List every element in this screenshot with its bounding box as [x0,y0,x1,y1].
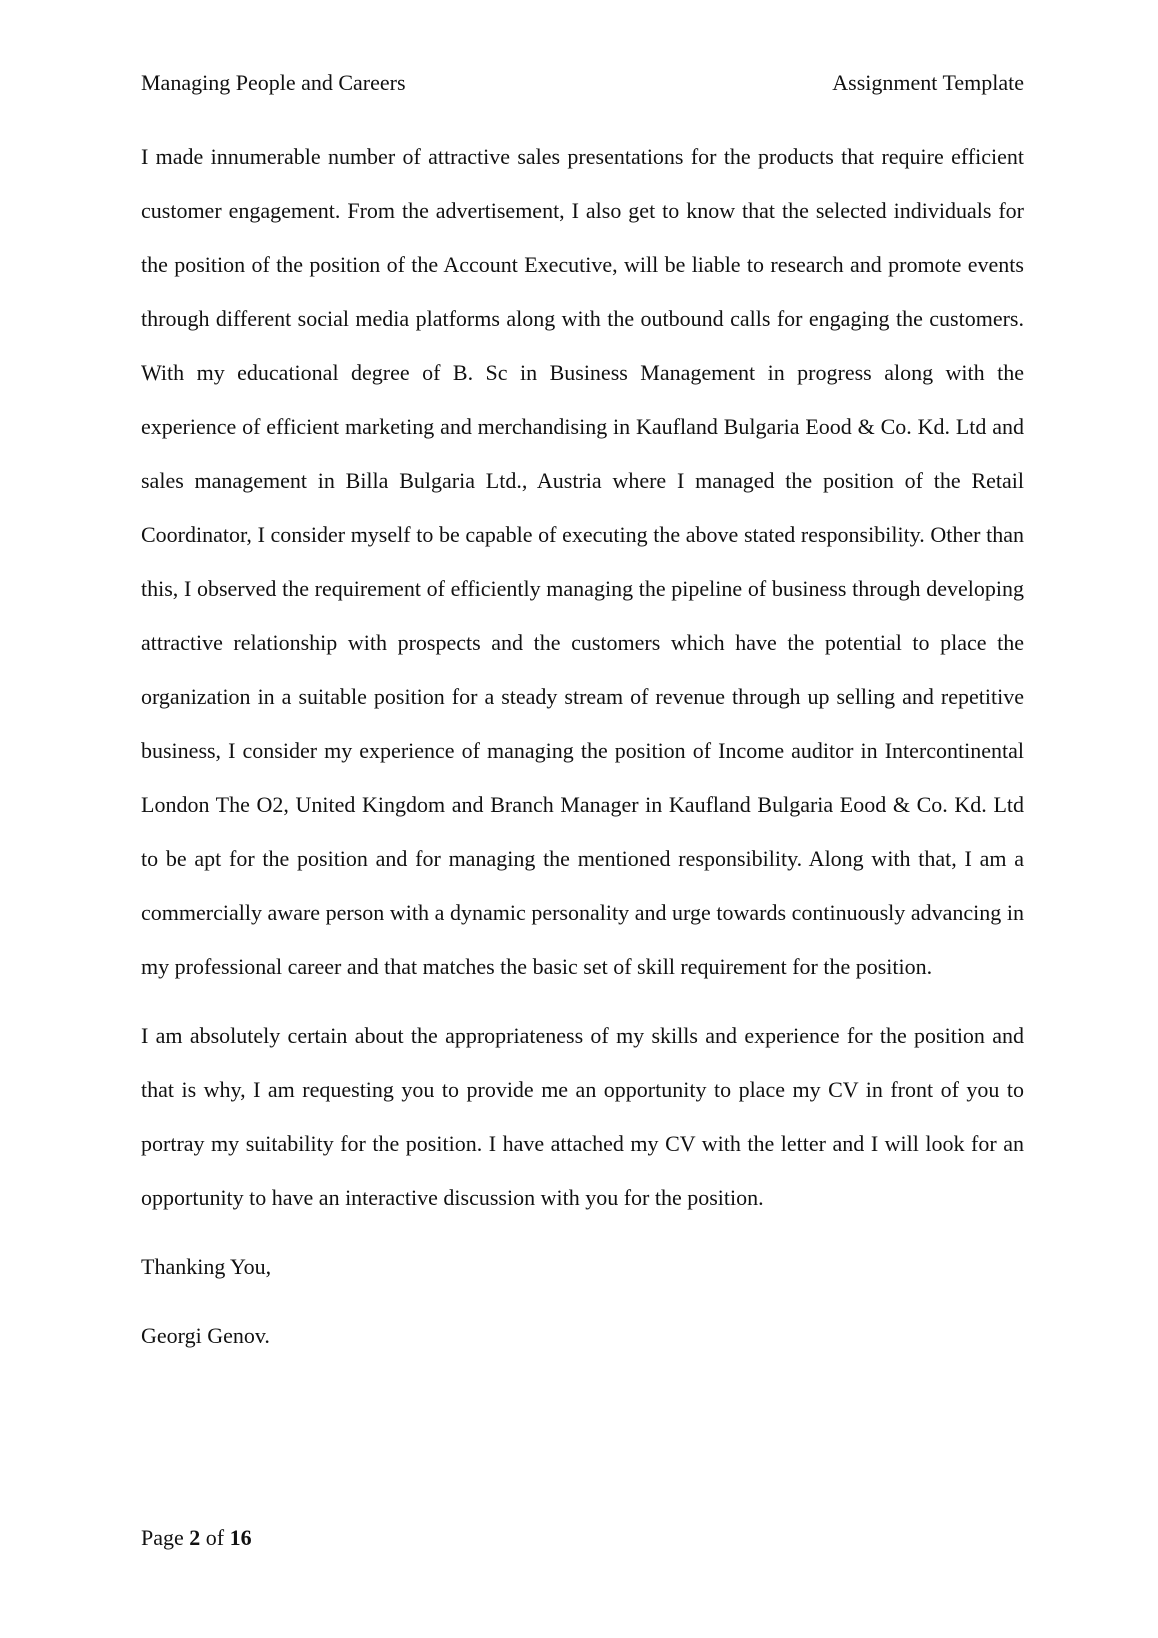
footer-total-pages: 16 [229,1525,252,1550]
signature-name: Georgi Genov. [141,1323,270,1348]
footer-of-label: of [205,1525,225,1550]
document-body [141,130,1024,1363]
footer-page-label: Page [141,1525,184,1550]
header-document-type: Assignment Template [832,70,1024,95]
body-paragraph-2: I am absolutely certain about the appropriateness of my skills and experience for the position and that is why, I am requesting you to provide me an opportunity to place my CV in front of you to portray my suitability for the position. I have attached my CV with the letter and I will look for an opportunity to have an interactive discussion with you for the position. [141,1023,1024,1210]
footer-current-page: 2 [189,1525,201,1550]
header-course-title: Managing People and Careers [141,70,406,95]
closing-salutation: Thanking You, [141,1254,272,1279]
body-paragraph-1: I made innumerable number of attractive sales presentations for the products that require efficient customer engagement. From the advertisement, I also get to know that the selected individuals for the position of the position of the Account Executive, will be liable to research and promote events through different social media platforms along with the outbound calls for engaging the customers. With my educational degree of B. Sc in Business Management in progress along with the experience of efficient marketing and merchandising in Kaufland Bulgaria Eood & Co. Kd. Ltd and sales management in Billa Bulgaria Ltd., Austria where I managed the position of the Retail Coordinator, I consider myself to be capable of executing the above stated responsibility. Other than this, I observed the requirement of efficiently managing the pipeline of business through developing attractive relationship with prospects and the customers which have the potential to place the organization in a suitable position for a steady stream of revenue through up selling and repetitive business, I consider my experience of managing the position of Income auditor in Intercontinental London The O2, United Kingdom and Branch Manager in Kaufland Bulgaria Eood & Co. Kd. Ltd to be apt for the position and for managing the mentioned responsibility. Along with that, I am a commercially aware person with a dynamic personality and urge towards continuously advancing in my professional career and that matches the basic set of skill requirement for the position. [141,144,1024,979]
page-footer [141,1521,252,1555]
